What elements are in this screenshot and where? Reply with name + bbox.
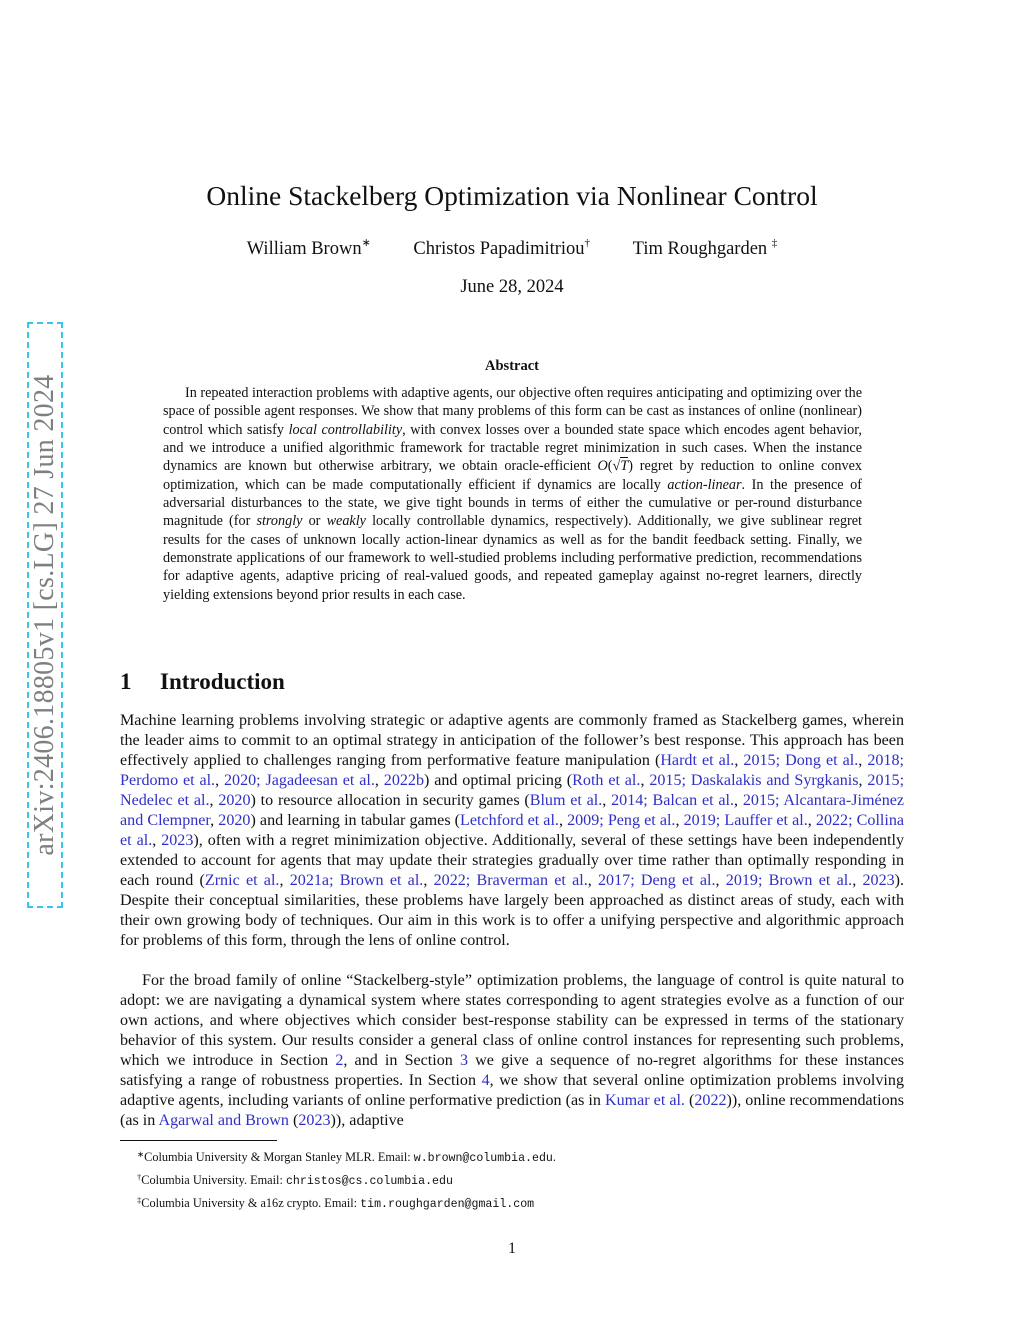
citation-link[interactable]: Kumar et al. xyxy=(604,1092,685,1109)
paper-title: Online Stackelberg Optimization via Nonlinear Control xyxy=(206,180,818,211)
arxiv-stamp[interactable]: arXiv:2406.18805v1 [cs.LG] 27 Jun 2024 xyxy=(29,374,60,856)
abstract-text: In repeated interaction problems with adaptive agents, our objective often requires anticipating and optimizing over the space of possible agent responses. We show that many problems of this form can be cast as instances of online (nonlinear) control which satisfy local controllability, with convex losses over a bounded state space which encodes agent behavior, and we introduce a unified algorithmic framework for tractable regret minimization in such cases. When the instance dynamics are known but otherwise arbitrary, we obtain oracle-efficient O(√T) regret by reduction to online convex optimization, which can be made computationally efficient if dynamics are locally action-linear. In the presence of adversarial disturbances to the state, we give tight bounds in terms of either the cumulative or per-round disturbance magnitude (for strongly or weakly locally controllable dynamics, respectively). Additionally, we give sublinear regret results for the cases of unknown locally action-linear dynamics as well as for the bandit feedback setting. Finally, we demonstrate applications of our framework to well-studied problems including performative prediction, recommendations for adaptive agents, adaptive pricing of real-valued goods, and repeated gameplay against no-regret learners, directly yielding extensions beyond prior results in each case. xyxy=(163,385,863,603)
citation-year-link[interactable]: 2022 xyxy=(815,812,849,829)
citation-year-link[interactable]: 2018 xyxy=(867,752,900,769)
citation-year-link[interactable]: 2019 xyxy=(725,872,758,889)
citation-link[interactable]: Dong et al. xyxy=(785,752,859,769)
section-ref-link[interactable]: 4 xyxy=(481,1072,490,1089)
footnote: ∗Columbia University & Morgan Stanley MLR. Email: w.brown@columbia.edu. xyxy=(137,1149,556,1165)
footnote-mark[interactable]: ∗ xyxy=(361,237,371,249)
footnote: †Columbia University. Email: christos@cs.columbia.edu xyxy=(137,1172,453,1188)
citation-link[interactable]: Lauffer et al. xyxy=(724,812,808,829)
intro-paragraph-1: Machine learning problems involving strategic or adaptive agents are commonly framed as Stackelberg games, wherein the leader aims to commit to an optimal strategy in anticipation of the follower’s best response. This approach has been effectively applied to challenges ranging from performative feature manipulation (Hardt et al., 2015; Dong et al., 2018; Perdomo et al., 2020; Jagadeesan et al., 2022b) and optimal pricing (Roth et al., 2015; Daskalakis and Syrgkanis, 2015; Nedelec et al., 2020) to resource allocation in security games (Blum et al., 2014; Balcan et al., 2015; Alcantara-Jiménez and Clempner, 2020) and learning in tabular games (Letchford et al., 2009; Peng et al., 2019; Lauffer et al., 2022; Collina et al., 2023), often with a regret minimization objective. Additionally, several of these settings have been independently extended to account for agents that may update their strategies gradually over time rather than optimally responding in each round (Zrnic et al., 2021a; Brown et al., 2022; Braverman et al., 2017; Deng et al., 2019; Brown et al., 2023). Despite their conceptual similarities, these problems have largely been approached as distinct areas of study, each with their own growing body of techniques. Our aim in this work is to offer a unifying perspective and algorithmic approach for problems of this form, through the lens of online control. xyxy=(120,712,905,949)
citation-link[interactable]: Hardt et al. xyxy=(660,752,735,769)
citation-link[interactable]: Brown et al. xyxy=(339,872,424,889)
citation-year-link[interactable]: 2015 xyxy=(743,752,776,769)
citation-year-link[interactable]: 2015 xyxy=(649,772,682,789)
email-address[interactable]: christos@cs.columbia.edu xyxy=(285,1175,453,1188)
citation-link[interactable]: Alcantara-Jiménez and Clempner xyxy=(120,792,905,829)
footnotes xyxy=(120,1145,904,1214)
citation-link[interactable]: Braverman et al. xyxy=(476,872,588,889)
citation-link[interactable]: Zrnic et al. xyxy=(204,872,280,889)
footnote-mark[interactable]: † xyxy=(584,237,591,249)
citation-year-link[interactable]: 2022 xyxy=(694,1092,727,1109)
citation-link[interactable]: Daskalakis and Syrgkanis xyxy=(690,772,859,789)
author: Christos Papadimitriou† xyxy=(413,237,591,259)
abstract-heading: Abstract xyxy=(485,358,539,374)
section-ref-link[interactable]: 2 xyxy=(335,1052,344,1069)
citation-link[interactable]: Letchford et al. xyxy=(460,812,559,829)
paper-date: June 28, 2024 xyxy=(460,277,564,297)
citation-link[interactable]: Collina et al. xyxy=(120,812,905,849)
citation-link[interactable]: Balcan et al. xyxy=(652,792,735,809)
citation-year-link[interactable]: 2020 xyxy=(223,772,257,789)
section-heading xyxy=(120,669,285,695)
citation-link[interactable]: Perdomo et al. xyxy=(120,772,216,789)
citation-year-link[interactable]: 2022b xyxy=(383,772,424,789)
citation-link[interactable]: Brown et al. xyxy=(768,872,853,889)
citation-year-link[interactable]: 2019 xyxy=(683,812,716,829)
citation-year-link[interactable]: 2020 xyxy=(218,792,251,809)
citation-year-link[interactable]: 2015 xyxy=(742,792,776,809)
footnote-mark[interactable]: ‡ xyxy=(771,237,778,249)
footnote: ‡Columbia University & a16z crypto. Email: tim.roughgarden@gmail.com xyxy=(137,1195,535,1211)
citation-year-link[interactable]: 2023 xyxy=(862,872,895,889)
math-regret-bound: O(√T) xyxy=(597,458,633,475)
email-address[interactable]: w.brown@columbia.edu xyxy=(413,1152,553,1165)
citation-link[interactable]: Nedelec et al. xyxy=(120,792,210,809)
citation-year-link[interactable]: 2014 xyxy=(611,792,644,809)
citation-link[interactable]: Blum et al. xyxy=(529,792,603,809)
citation-link[interactable]: Agarwal and Brown xyxy=(158,1112,289,1129)
author: Tim Roughgarden ‡ xyxy=(632,237,778,259)
section-number: 1 xyxy=(120,669,132,694)
citation-link[interactable]: Jagadeesan et al. xyxy=(265,772,375,789)
section-ref-link[interactable]: 3 xyxy=(459,1052,469,1069)
section-title: Introduction xyxy=(160,669,285,694)
page-number: 1 xyxy=(508,1240,516,1257)
author-list xyxy=(0,236,1024,260)
intro-paragraph-2: For the broad family of online “Stackelberg-style” optimization problems, the language of control is quite natural to adopt: we are navigating a dynamical system where states corresponding to agent strategies evolve as a function of our own actions, and where objectives which consider best-response stability can be expressed in terms of the stationary behavior of this system. Our results consider a general class of online control instances for representing such problems, which we introduce in Section 2, and in Section 3 we give a sequence of no-regret algorithms for these instances satisfying a range of robustness properties. In Section 4, we show that several online optimization problems involving adaptive agents, including variants of online performative prediction (as in Kumar et al. (2022)), online recommendations (as in Agarwal and Brown (2023)), adaptive xyxy=(120,972,905,1129)
email-address[interactable]: tim.roughgarden@gmail.com xyxy=(360,1198,535,1211)
citation-year-link[interactable]: 2023 xyxy=(298,1112,331,1129)
citation-link[interactable]: Peng et al. xyxy=(607,812,676,829)
footnote-divider xyxy=(120,1140,277,1141)
citation-year-link[interactable]: 2017 xyxy=(598,872,631,889)
citation-year-link[interactable]: 2022 xyxy=(433,872,466,889)
citation-link[interactable]: Deng et al. xyxy=(640,872,716,889)
citation-link[interactable]: Roth et al. xyxy=(572,772,641,789)
citation-year-link[interactable]: 2023 xyxy=(161,832,194,849)
citation-year-link[interactable]: 2021a xyxy=(289,872,330,889)
citation-year-link[interactable]: 2015 xyxy=(867,772,900,789)
citation-year-link[interactable]: 2020 xyxy=(218,812,251,829)
citation-year-link[interactable]: 2009 xyxy=(567,812,600,829)
author: William Brown∗ xyxy=(246,237,371,259)
